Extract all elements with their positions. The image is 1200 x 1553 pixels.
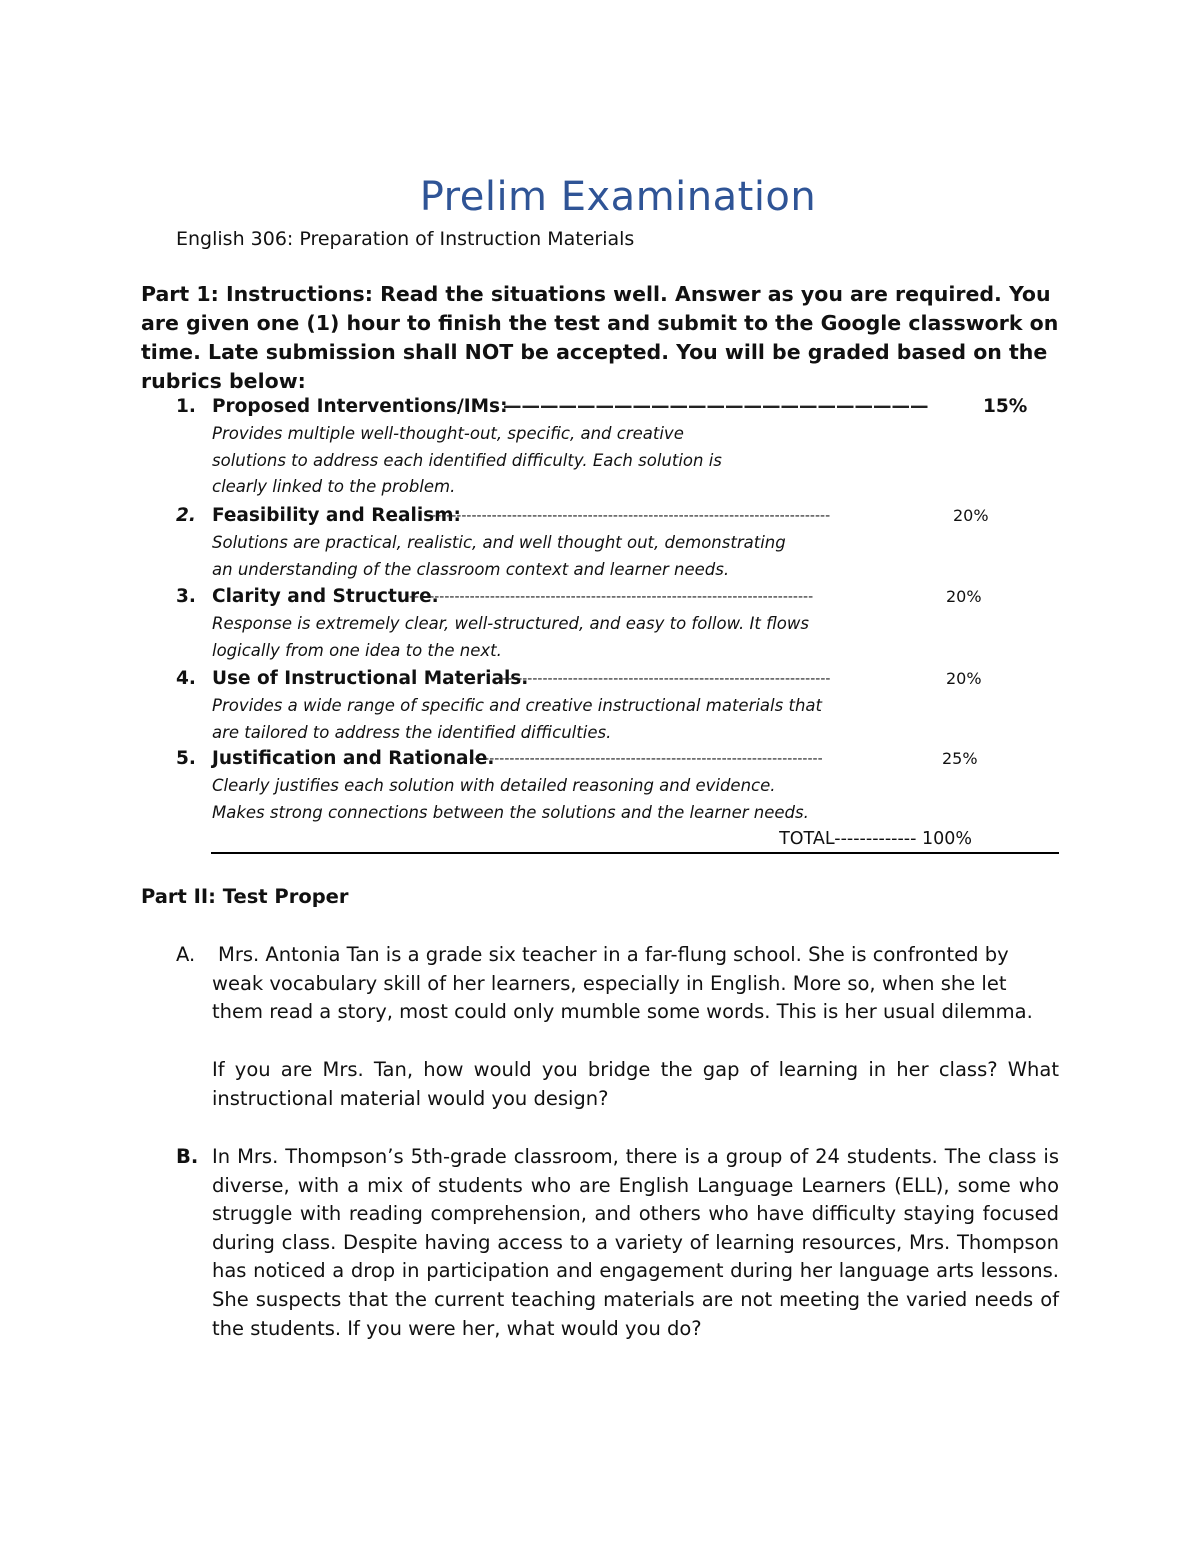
rubric-item-description bbox=[212, 421, 722, 501]
rubric-desc-line: Provides multiple well-thought-out, specific, and creative bbox=[212, 424, 684, 443]
rubric-item-leader: ---------------------------------------------------------------------- bbox=[469, 751, 823, 767]
rubric-item-header bbox=[141, 746, 1059, 772]
rubric-desc-line: Makes strong connections between the solutions and the learner needs. bbox=[212, 802, 809, 822]
rubric-desc-line: solutions to address each identified difficulty. Each solution is bbox=[212, 450, 722, 470]
rubric-item-label: Feasibility and Realism: bbox=[212, 505, 461, 526]
rubric-item-description bbox=[212, 611, 809, 664]
rubric-item-header bbox=[141, 584, 1059, 610]
question-letter: A. bbox=[176, 943, 196, 966]
course-subtitle: English 306: Preparation of Instruction Materials bbox=[176, 228, 635, 250]
rubric-item-header bbox=[141, 666, 1059, 692]
rubric-desc-line: logically from one idea to the next. bbox=[212, 640, 502, 660]
rubric-item-percent: 20% bbox=[953, 506, 989, 525]
rubric-item-label: Justification and Rationale. bbox=[212, 748, 495, 769]
rubric-desc-line: Provides a wide range of specific and creative instructional materials that bbox=[212, 696, 822, 715]
question-letter: B. bbox=[176, 1145, 199, 1168]
rubric-item-number: 5. bbox=[176, 748, 196, 769]
rubric-desc-line: an understanding of the classroom context and learner needs. bbox=[212, 559, 730, 579]
rubric-item-leader: -------------------------------------------------------------------------------- bbox=[426, 508, 831, 524]
rubric-item-percent: 25% bbox=[942, 749, 978, 768]
rubric-item-number: 4. bbox=[176, 668, 196, 689]
part1-instructions: Part 1: Instructions: Read the situations well. Answer as you are required. You are given one (1) hour to finish the test and submit to the Google classwork on time. Late submission shall NOT be accepted. You will be graded based on the rubrics below: bbox=[141, 282, 1059, 393]
rubric-item-description bbox=[212, 530, 786, 583]
exam-title: Prelim Examination bbox=[419, 174, 817, 220]
rubric-desc-line: Response is extremely clear, well-structured, and easy to follow. It flows bbox=[212, 614, 809, 633]
part2-heading: Part II: Test Proper bbox=[141, 885, 349, 908]
rubric-item-header bbox=[141, 503, 1059, 529]
rubric-item-percent: 20% bbox=[946, 587, 982, 606]
question-paragraph: Mrs. Antonia Tan is a grade six teacher in a far-flung school. She is confronted by weak vocabulary skill of her learners, especially in English. More so, when she let them read a story, most could only mumble some words. This is her usual dilemma. bbox=[212, 943, 1033, 1024]
rubric-item-number: 2. bbox=[176, 505, 196, 526]
rubric-total: TOTAL------------- 100% bbox=[779, 829, 972, 849]
rubric-item-label: Clarity and Structure. bbox=[212, 586, 439, 607]
question-paragraph: In Mrs. Thompson’s 5th-grade classroom, there is a group of 24 students. The class is diverse, with a mix of students who are English Language Learners (ELL), some who struggle with reading comprehension, and others who have difficulty staying focused during class. Despite having access to a variety of learning resources, Mrs. Thompson has noticed a drop in participation and engagement during her language arts lessons. She suspects that the current teaching materials are not meeting the varied needs of the students. If you were her, what would you do? bbox=[212, 1145, 1059, 1340]
rubric-desc-line: clearly linked to the problem. bbox=[212, 477, 456, 496]
rubric-desc-line: Clearly justifies each solution with detailed reasoning and evidence. bbox=[212, 776, 776, 795]
question-prompt: If you are Mrs. Tan, how would you bridge the gap of learning in her class? What instructional material would you design? bbox=[212, 1058, 1059, 1110]
rubric-item-leader: ------------------------------------------------------------------ bbox=[497, 671, 831, 687]
rubric-item-header bbox=[141, 394, 1059, 420]
rubric-item-number: 1. bbox=[176, 396, 196, 417]
rubric-item-description bbox=[212, 693, 822, 746]
rubric-desc-line: are tailored to address the identified difficulties. bbox=[212, 722, 612, 742]
rubric-item-percent: 15% bbox=[983, 396, 1028, 417]
rubric-item-leader: ——————————————————————— bbox=[503, 396, 929, 417]
rubric-item-leader: -------------------------------------------------------------------------------- bbox=[409, 589, 814, 605]
total-divider bbox=[211, 852, 1059, 854]
rubric-item-label: Use of Instructional Materials. bbox=[212, 668, 529, 689]
rubric-item-description bbox=[212, 773, 809, 826]
rubric-item-label: Proposed Interventions/IMs: bbox=[212, 396, 508, 417]
rubric-desc-line: Solutions are practical, realistic, and well thought out, demonstrating bbox=[212, 533, 786, 552]
rubric-item-percent: 20% bbox=[946, 669, 982, 688]
rubric-item-number: 3. bbox=[176, 586, 196, 607]
